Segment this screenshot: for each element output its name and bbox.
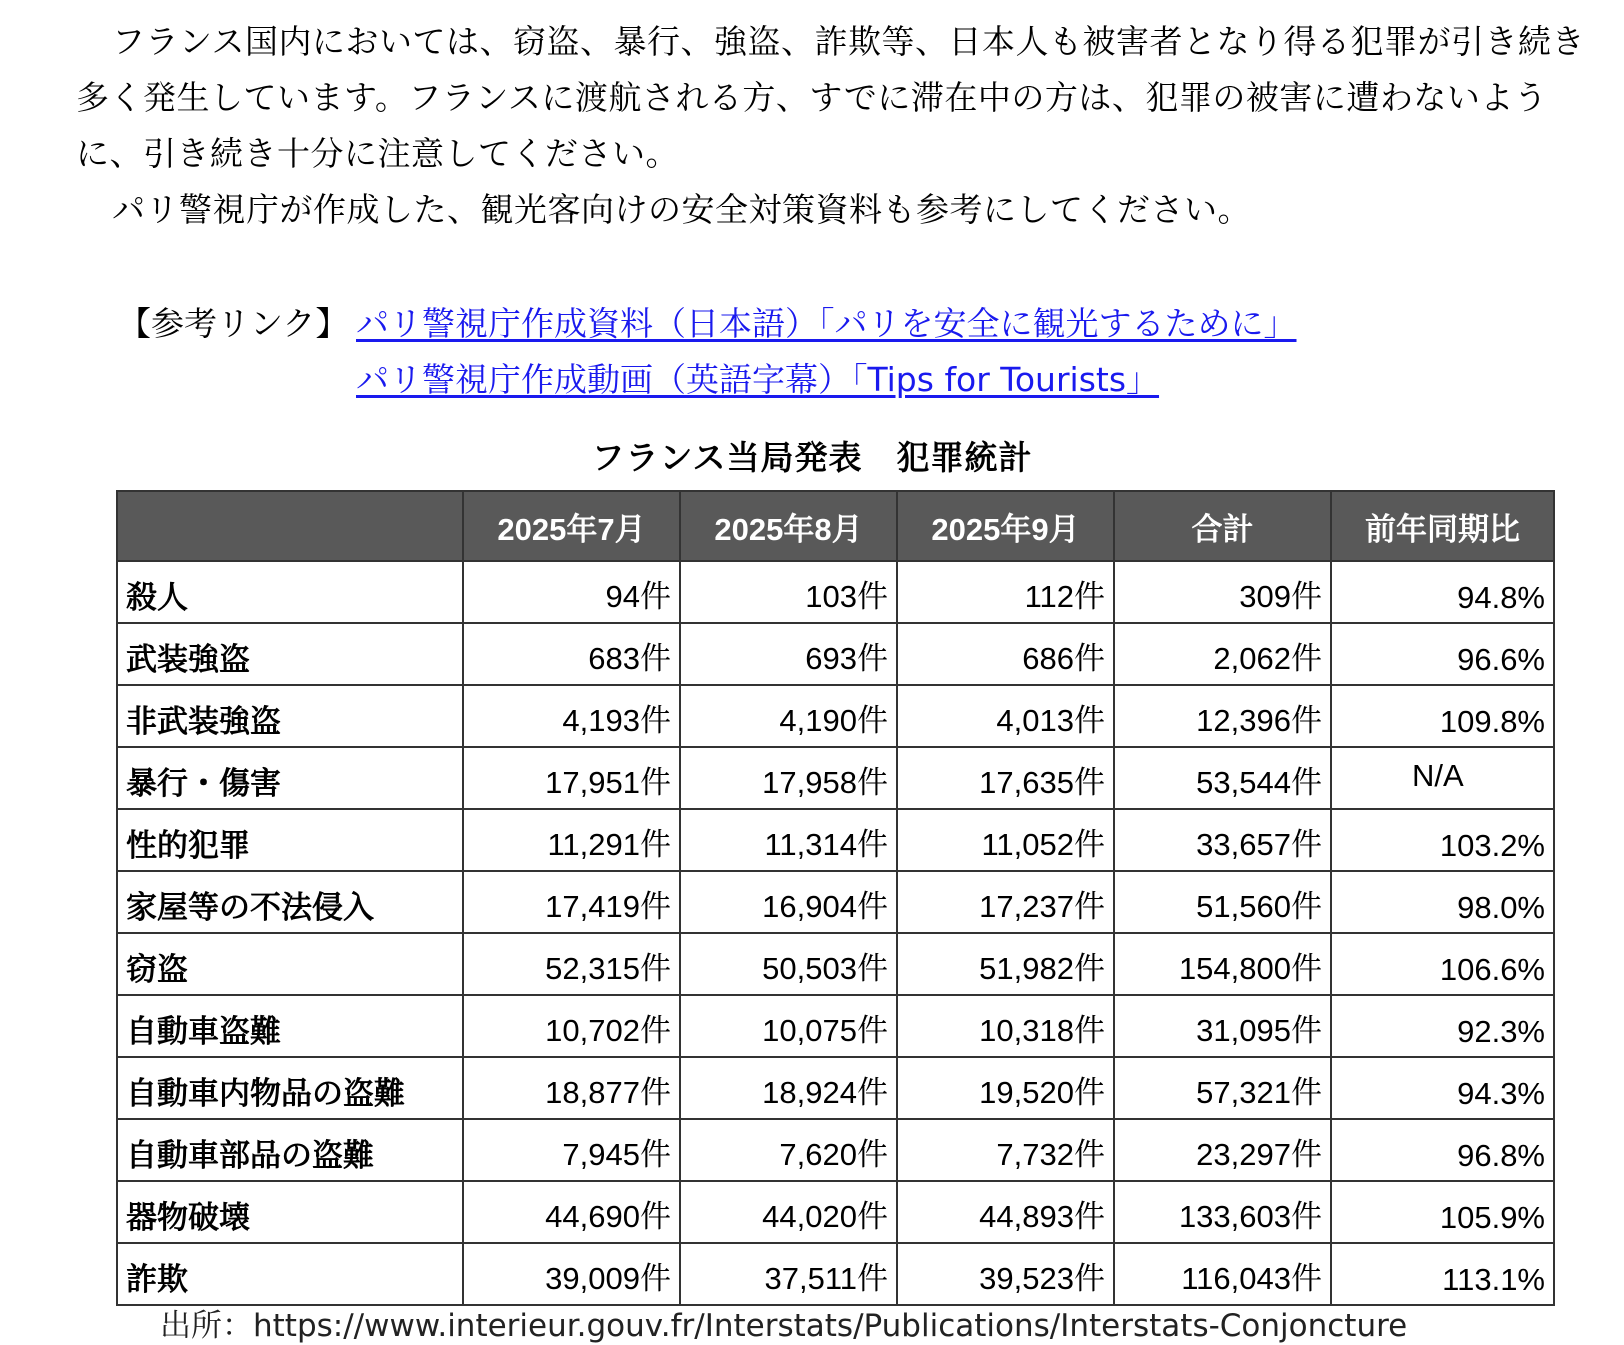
source-citation: 出所：https://www.interieur.gouv.fr/Interstats/Publications/Interstats-Conjoncture	[160, 1308, 1408, 1344]
total-cell: 133,603件	[1114, 1181, 1331, 1243]
sep-cell: 19,520件	[897, 1057, 1114, 1119]
table-row	[117, 623, 1554, 685]
jul-cell: 11,291件	[463, 809, 680, 871]
links-indent	[118, 352, 356, 408]
header-category	[117, 491, 463, 561]
table-row	[117, 1119, 1554, 1181]
header-aug-2025: 2025年8月	[680, 491, 897, 561]
sep-cell: 51,982件	[897, 933, 1114, 995]
table-row	[117, 561, 1554, 623]
reference-links	[118, 296, 1297, 408]
aug-cell: 17,958件	[680, 747, 897, 809]
sep-cell: 17,237件	[897, 871, 1114, 933]
ratio-cell: 103.2%	[1331, 809, 1554, 871]
ratio-cell: 109.8%	[1331, 685, 1554, 747]
intro-paragraph-2: パリ警視庁が作成した、観光客向けの安全対策資料も参考にしてください。	[112, 190, 1251, 229]
aug-cell: 10,075件	[680, 995, 897, 1057]
link-paris-safety-guide[interactable]: パリ警視庁作成資料（日本語）「パリを安全に観光するために」	[356, 304, 1297, 343]
jul-cell: 39,009件	[463, 1243, 680, 1305]
sep-cell: 7,732件	[897, 1119, 1114, 1181]
crime-statistics-table	[116, 490, 1555, 1306]
ratio-cell: 92.3%	[1331, 995, 1554, 1057]
jul-cell: 10,702件	[463, 995, 680, 1057]
sep-cell: 4,013件	[897, 685, 1114, 747]
aug-cell: 4,190件	[680, 685, 897, 747]
category-cell: 非武装強盗	[117, 685, 463, 747]
table-row	[117, 685, 1554, 747]
total-cell: 33,657件	[1114, 809, 1331, 871]
ratio-cell: 96.6%	[1331, 623, 1554, 685]
category-cell: 自動車部品の盗難	[117, 1119, 463, 1181]
total-cell: 31,095件	[1114, 995, 1331, 1057]
header-sep-2025: 2025年9月	[897, 491, 1114, 561]
ratio-cell: 106.6%	[1331, 933, 1554, 995]
ratio-cell: 96.8%	[1331, 1119, 1554, 1181]
category-cell: 殺人	[117, 561, 463, 623]
category-cell: 詐欺	[117, 1243, 463, 1305]
aug-cell: 16,904件	[680, 871, 897, 933]
jul-cell: 94件	[463, 561, 680, 623]
header-yoy-ratio: 前年同期比	[1331, 491, 1554, 561]
intro-paragraph-1: フランス国内においては、窃盗、暴行、強盗、詐欺等、日本人も被害者となり得る犯罪が引き続き多く発生しています。フランスに渡航される方、すでに滞在中の方は、犯罪の被害に遭わないように、引き続き十分に注意してください。	[76, 22, 1586, 173]
aug-cell: 7,620件	[680, 1119, 897, 1181]
category-cell: 自動車内物品の盗難	[117, 1057, 463, 1119]
total-cell: 53,544件	[1114, 747, 1331, 809]
table-header-row	[117, 491, 1554, 561]
aug-cell: 37,511件	[680, 1243, 897, 1305]
category-cell: 暴行・傷害	[117, 747, 463, 809]
header-total: 合計	[1114, 491, 1331, 561]
jul-cell: 17,951件	[463, 747, 680, 809]
sep-cell: 17,635件	[897, 747, 1114, 809]
category-cell: 性的犯罪	[117, 809, 463, 871]
sep-cell: 11,052件	[897, 809, 1114, 871]
jul-cell: 52,315件	[463, 933, 680, 995]
category-cell: 器物破壊	[117, 1181, 463, 1243]
aug-cell: 103件	[680, 561, 897, 623]
aug-cell: 50,503件	[680, 933, 897, 995]
total-cell: 12,396件	[1114, 685, 1331, 747]
jul-cell: 18,877件	[463, 1057, 680, 1119]
jul-cell: 7,945件	[463, 1119, 680, 1181]
aug-cell: 11,314件	[680, 809, 897, 871]
header-jul-2025: 2025年7月	[463, 491, 680, 561]
total-cell: 309件	[1114, 561, 1331, 623]
link-tips-for-tourists-video[interactable]: パリ警視庁作成動画（英語字幕）「Tips for Tourists」	[356, 360, 1160, 399]
ratio-cell: 105.9%	[1331, 1181, 1554, 1243]
aug-cell: 693件	[680, 623, 897, 685]
table-row	[117, 747, 1554, 809]
total-cell: 23,297件	[1114, 1119, 1331, 1181]
table-title: フランス当局発表 犯罪統計	[591, 438, 1033, 477]
sep-cell: 39,523件	[897, 1243, 1114, 1305]
jul-cell: 683件	[463, 623, 680, 685]
table-row	[117, 1181, 1554, 1243]
total-cell: 51,560件	[1114, 871, 1331, 933]
total-cell: 154,800件	[1114, 933, 1331, 995]
aug-cell: 44,020件	[680, 1181, 897, 1243]
jul-cell: 44,690件	[463, 1181, 680, 1243]
sep-cell: 686件	[897, 623, 1114, 685]
ratio-cell: N/A	[1331, 747, 1554, 809]
table-row	[117, 871, 1554, 933]
sep-cell: 44,893件	[897, 1181, 1114, 1243]
table-body	[117, 561, 1554, 1305]
table-row	[117, 809, 1554, 871]
jul-cell: 17,419件	[463, 871, 680, 933]
reference-links-label: 【参考リンク】	[118, 304, 349, 343]
intro-text	[76, 14, 1596, 238]
ratio-cell: 94.3%	[1331, 1057, 1554, 1119]
total-cell: 2,062件	[1114, 623, 1331, 685]
table-row	[117, 933, 1554, 995]
total-cell: 116,043件	[1114, 1243, 1331, 1305]
ratio-cell: 94.8%	[1331, 561, 1554, 623]
table-row	[117, 995, 1554, 1057]
table-row	[117, 1243, 1554, 1305]
jul-cell: 4,193件	[463, 685, 680, 747]
category-cell: 武装強盗	[117, 623, 463, 685]
sep-cell: 10,318件	[897, 995, 1114, 1057]
table-row	[117, 1057, 1554, 1119]
category-cell: 家屋等の不法侵入	[117, 871, 463, 933]
sep-cell: 112件	[897, 561, 1114, 623]
category-cell: 自動車盗難	[117, 995, 463, 1057]
ratio-cell: 113.1%	[1331, 1243, 1554, 1305]
aug-cell: 18,924件	[680, 1057, 897, 1119]
ratio-cell: 98.0%	[1331, 871, 1554, 933]
total-cell: 57,321件	[1114, 1057, 1331, 1119]
category-cell: 窃盗	[117, 933, 463, 995]
